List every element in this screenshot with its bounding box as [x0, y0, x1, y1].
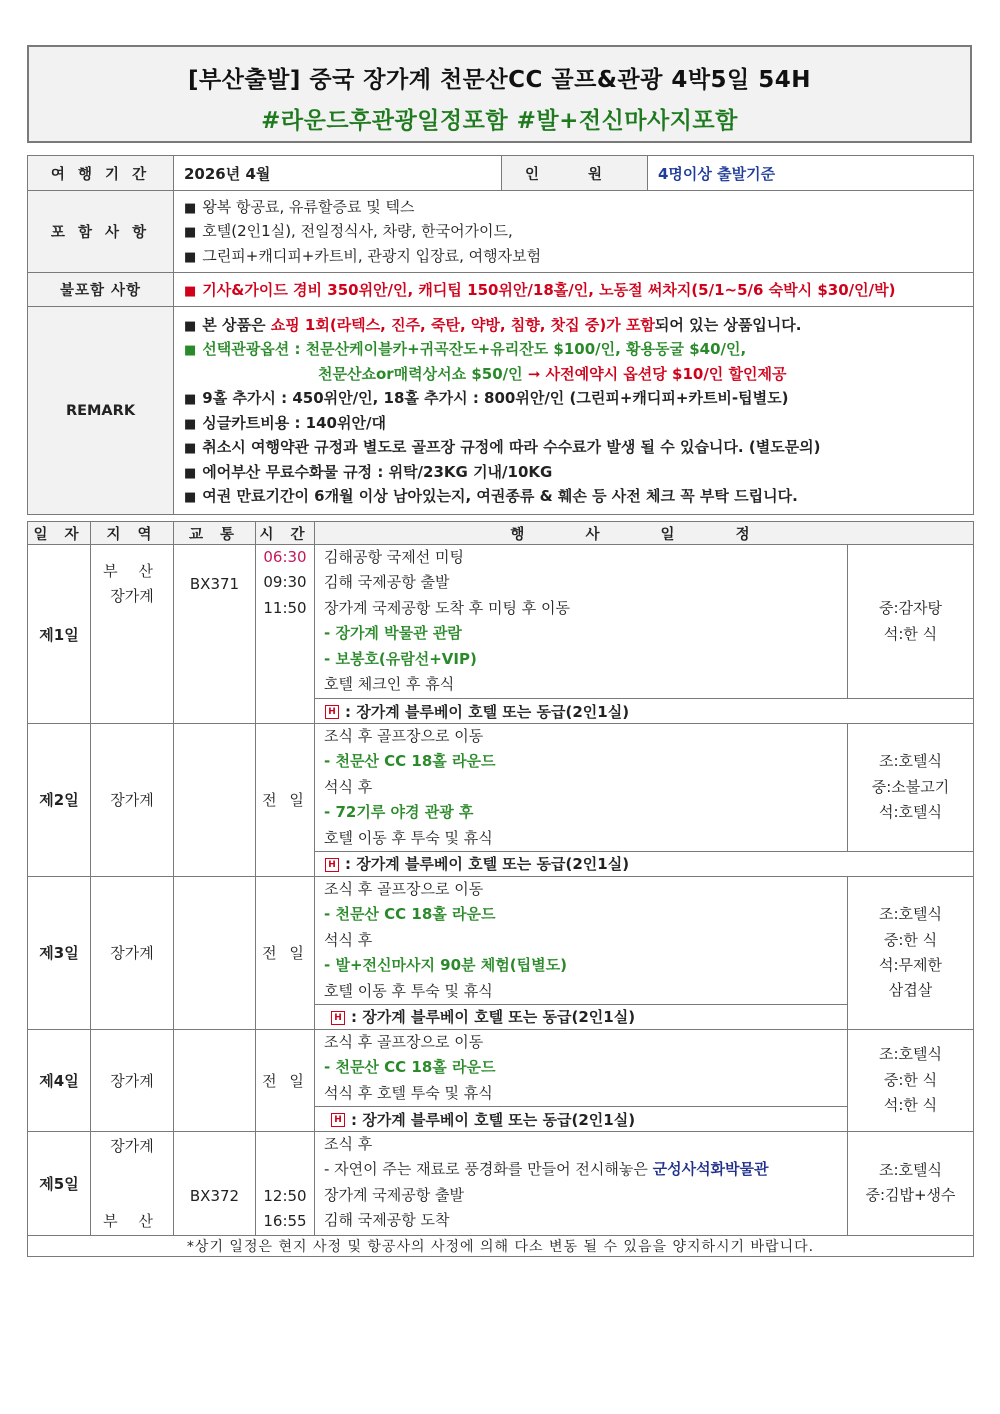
footer-note: *상기 일정은 현지 사정 및 항공사의 사정에 의해 다소 변동 될 수 있음을 양지하시기 바랍니다. — [28, 1235, 974, 1256]
day5-meals: 조:호텔식 중:김밥+생수 — [848, 1132, 974, 1236]
day2-hotel: H : 장가계 블루베이 호텔 또는 동급(2인1실) — [315, 851, 974, 876]
exclude-value: ■ 기사&가이드 경비 350위안/인, 캐디팁 150위안/18홀/인, 노동절 써차지(5/1~5/6 숙박시 $30/인/박) — [174, 273, 974, 307]
day4-row — [28, 1029, 974, 1106]
exclude-label: 불포함 사항 — [28, 273, 174, 307]
hotel-icon: H — [325, 858, 339, 872]
day3-time: 전 일 — [256, 876, 315, 1029]
col-header-itinerary: 행 사 일 정 — [315, 522, 974, 545]
remark-options-cont: 천문산쇼or매력상서쇼 $50/인 ➞ 사전예약시 옵션당 $10/인 할인제공 — [318, 364, 787, 383]
day1-region: 부 산 장가계 — [91, 545, 174, 724]
day4-activities: 조식 후 골프장으로 이동 - 천문산 CC 18홀 라운드 석식 후 호텔 투숙 및 휴식 — [315, 1029, 848, 1106]
page-title: [부산출발] 중국 장가계 천문산CC 골프&관광 4박5일 54H — [187, 67, 812, 93]
day2-time: 전 일 — [256, 724, 315, 877]
remark-cancel: ■ 취소시 여행약관 규정과 별도로 골프장 규정에 따라 수수료가 발생 될 수 있습니다. (별도문의) — [184, 438, 821, 456]
day2-label: 제2일 — [28, 724, 91, 877]
hotel-icon: H — [325, 705, 339, 719]
day3-meals: 조:호텔식 중:한 식 석:무제한 삼겹살 — [848, 876, 974, 1029]
title-box — [27, 45, 972, 143]
day1-meals: 중:감자탕 석:한 식 — [848, 545, 974, 699]
hotel-icon: H — [331, 1011, 345, 1025]
schedule-table — [27, 521, 974, 1257]
include-label: 포 함 사 항 — [28, 191, 174, 273]
day5-label: 제5일 — [28, 1132, 91, 1236]
remark-passport: ■ 여권 만료기간이 6개월 이상 남아있는지, 여권종류 & 훼손 등 사전 체크 꼭 부탁 드립니다. — [184, 487, 798, 505]
remark-extra-holes: ■ 9홀 추가시 : 450위안/인, 18홀 추가시 : 800위안/인 (그린피+캐디피+카트비-팁별도) — [184, 389, 789, 407]
day2-transport — [174, 724, 256, 877]
col-header-day: 일 자 — [28, 522, 91, 545]
period-value: 2026년 4월 — [174, 156, 502, 191]
day4-meals: 조:호텔식 중:한 식 석:한 식 — [848, 1029, 974, 1131]
people-value: 4명이상 출발기준 — [648, 156, 974, 191]
day2-row — [28, 724, 974, 852]
include-item: ■ 왕복 항공료, 유류할증료 및 텍스 — [184, 197, 415, 216]
remark-baggage: ■ 에어부산 무료수화물 규정 : 위탁/23KG 기내/10KG — [184, 462, 553, 481]
day3-region: 장가계 — [91, 876, 174, 1029]
remark-list — [174, 307, 974, 515]
day1-hotel: H : 장가계 블루베이 호텔 또는 동급(2인1실) — [315, 699, 974, 724]
remark-single-cart: ■ 싱글카트비용 : 140위안/대 — [184, 413, 386, 432]
day2-activities: 조식 후 골프장으로 이동 - 천문산 CC 18홀 라운드 석식 후 - 72기루 야경 관광 후 호텔 이동 후 투숙 및 휴식 — [315, 724, 848, 852]
page-subtitle-hashtags: #라운드후관광일정포함 #발+전신마사지포함 — [261, 108, 738, 134]
day4-hotel: H : 장가계 블루베이 호텔 또는 동급(2인1실) — [315, 1107, 848, 1132]
include-item: ■ 호텔(2인1실), 전일정식사, 차량, 한국어가이드, — [184, 222, 513, 241]
day1-label: 제1일 — [28, 545, 91, 724]
day1-activities: 김해공항 국제선 미팅 김해 국제공항 출발 장가계 국제공항 도착 후 미팅 후 이동 - 장가계 박물관 관람 - 보봉호(유람선+VIP) 호텔 체크인 후 휴식 — [315, 545, 848, 699]
day5-transport: BX372 — [174, 1132, 256, 1236]
info-table — [27, 155, 974, 515]
col-header-time: 시 간 — [256, 522, 315, 545]
day2-meals: 조:호텔식 중:소불고기 석:호텔식 — [848, 724, 974, 852]
day3-activities: 조식 후 골프장으로 이동 - 천문산 CC 18홀 라운드 석식 후 - 발+전신마사지 90분 체험(팁별도) 호텔 이동 후 투숙 및 휴식 — [315, 876, 848, 1004]
include-item: ■ 그린피+캐디피+카트비, 관광지 입장료, 여행자보험 — [184, 246, 542, 265]
day1-times: 06:30 09:30 11:50 — [256, 545, 315, 724]
include-list — [174, 191, 974, 273]
period-label: 여 행 기 간 — [28, 156, 174, 191]
col-header-region: 지 역 — [91, 522, 174, 545]
remark-options: ■ 선택관광옵션 : 천문산케이블카+귀곡잔도+유리잔도 $100/인, 황용동굴 $40/인, — [184, 340, 747, 358]
day4-transport — [174, 1029, 256, 1131]
remark-shopping: ■ 본 상품은 쇼핑 1회(라텍스, 진주, 죽탄, 약방, 침향, 찻집 중)가 포함되어 있는 상품입니다. — [184, 315, 802, 334]
day4-label: 제4일 — [28, 1029, 91, 1131]
day2-region: 장가계 — [91, 724, 174, 877]
hotel-icon: H — [331, 1113, 345, 1127]
day3-hotel: H : 장가계 블루베이 호텔 또는 동급(2인1실) — [315, 1004, 848, 1029]
col-header-transport: 교 통 — [174, 522, 256, 545]
day3-row — [28, 876, 974, 1004]
day4-region: 장가계 — [91, 1029, 174, 1131]
day5-times: 12:50 16:55 — [256, 1132, 315, 1236]
day4-time: 전 일 — [256, 1029, 315, 1131]
day5-activities: 조식 후 - 자연이 주는 재료로 풍경화를 만들어 전시해놓은 군성사석화박물관 장가계 국제공항 출발 김해 국제공항 도착 — [315, 1132, 848, 1236]
day5-row — [28, 1132, 974, 1236]
day1-transport: BX371 — [174, 545, 256, 724]
day5-region: 장가계 부 산 — [91, 1132, 174, 1236]
remark-label: REMARK — [28, 307, 174, 515]
day1-row — [28, 545, 974, 699]
people-label: 인 원 — [502, 156, 648, 191]
day3-label: 제3일 — [28, 876, 91, 1029]
day3-transport — [174, 876, 256, 1029]
